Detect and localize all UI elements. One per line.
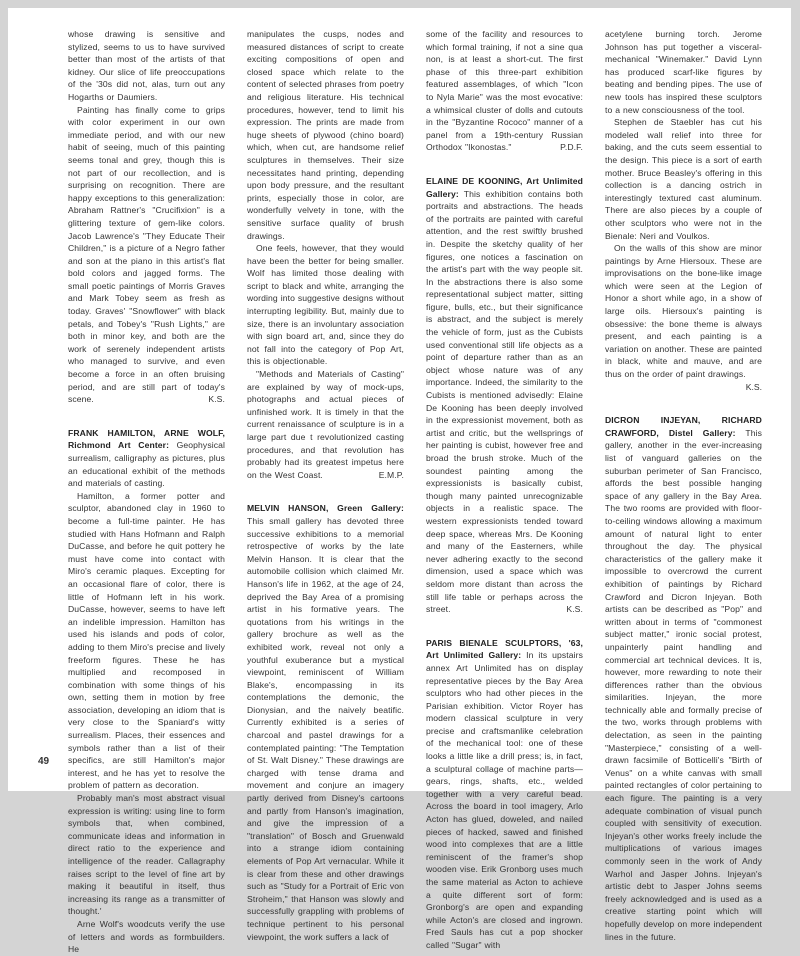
article-paragraph xyxy=(247,368,404,481)
article-paragraph xyxy=(426,175,583,616)
article-paragraph xyxy=(68,104,225,406)
paragraph-text: acetylene burning torch. Jerome Johnson has put together a visceral-mechanical "Winemaker." David Lynn has produced scarf-like figures by beating and bending pipes. The use of new tools has inspired these sculptors to a new consciousness of the tool. xyxy=(605,29,762,115)
gallery-review-heading: FRANK HAMILTON, ARNE WOLF, Richmond Art Center: xyxy=(68,427,225,451)
gallery-review-heading: PARIS BIENALE SCULPTORS, '63, Art Unlimited Gallery: xyxy=(426,637,583,661)
paragraph-text: This exhibition contains both portraits and abstractions. The heads of the portraits are painted with careful attention, and the rest swiftly brushed in. Despite the sketchy quality of her figures, one notices a fascination on the artist's part with the way people sit. In the abstractions there is also some representational subject matter, sitting figure, bulls, etc., but their significance is abstract, and the subject is merely the vehicle of form, just as the Cubists used conventional still life objects as a point of departure rather than as an object whose nature was of any importance. Indeed, the similarity to the Cubists is mentioned advisedly: Elaine De Kooning has been deeply involved in the expressionist movement, both as artist and critic, but the wellsprings of her painting is cubist, however free and broad the brush stroke. Much of the soundest painting among the expressionists is basically cubist, though many painted unrecognizable objects in a realistic space. The western expressionists tended toward deep space, whereas Mrs. De Kooning and many of the Easterners, while never adhering exactly to the second dimension, used a space which was seldom more distant than across the still life table or perhaps across the street. xyxy=(426,188,583,615)
article-paragraph xyxy=(426,28,583,154)
paragraph-text: On the walls of this show are minor paintings by Arne Hiersoux. These are improvisations on the bone-like image which were seen at the Legion of Honor a short while ago, in a show of large oils. Hiersoux's painting is obsessive: the bone theme is always present, and each painting is a variation on another. These are painted in black, white and mauve, and are thus on the order of paint drawings. xyxy=(605,243,762,380)
paragraph-text: One feels, however, that they would have been the better for being smaller. Wolf has limited those dealing with script to black and white, arranging the wording into suggestive designs without interrupting legibility. But, mainly due to size, there is an involuntary association with sign board art, and, since they do not fall into the category of Pop Art, this is objectionable. xyxy=(247,243,404,367)
text-column-4 xyxy=(605,28,762,956)
reviewer-initials: K.S. xyxy=(566,604,583,615)
gallery-review-heading: ELAINE DE KOONING, Art Unlimited Gallery: xyxy=(426,175,583,199)
reviewer-initials: K.S. xyxy=(208,394,225,405)
paragraph-text: some of the facility and resources to which formal training, if not a sine qua non, is at least a short-cut. The first phase of this three-part exhibition featured assemblages, of which "Icon to Nyla Marie" was the most evocative: a whimsical cluster of dolls and cutouts in the "Byzantine Rococo" manner of a panel from a 19th-century Russian Orthodox "Ikonostas." xyxy=(426,29,583,153)
reviewer-initials: K.S. xyxy=(745,381,762,392)
text-column-1 xyxy=(68,28,225,956)
gallery-review-heading: MELVIN HANSON, Green Gallery: xyxy=(247,503,404,514)
article-paragraph xyxy=(68,427,225,490)
article-paragraph xyxy=(605,28,762,116)
article-paragraph xyxy=(605,242,762,381)
article-paragraph xyxy=(247,28,404,242)
article-paragraph xyxy=(247,502,404,943)
paragraph-text: Painting has finally come to grips with color experiment in our own immediate period, and with our new habit of seeing, much of this painting seems tonal and grey, though this is not part of our recollection, and is surprising on recognition. There are happy exceptions to this generalization: Abraham Rattner's "Crucifixion" is a glittering texture of gem-like colors. Jacob Lawrence's "They Educate Their Children," is a picture of a Negro father and son at the piano in this artist's flat bold colors and jagged forms. The small poetic paintings of Morris Graves and Mark Tobey seem as fresh as today. Graves' "Snowflower" with black petals, and Tobey's "Rush Lights," are both in minor key, and both are the work of serenely independent artists who managed to survive, and even become a force in an often bruising period, and are still part of today's scene. xyxy=(68,104,225,405)
article-paragraph xyxy=(68,490,225,792)
paragraph-text: Hamilton, a former potter and sculptor, abandoned clay in 1960 to become a full-time painter. He has studied with Hans Hofmann and Ralph DuCasse, and before he quit pottery he must have come into contact with Miro's ceramic plaques. Excepting for an occasional flare of color, there is little of Hofmann left in his work. DuCasse, however, seems to have left an indelible impression. Hamilton has used his islands and pods of color, adding to them Miro's precise and lively freeform figures. These he has multiplied and recomposed in combination with some things of his own, setting them in motion by free association, developing an idiom that is very close to the Spaniard's witty surrealism. Places, their essences and symbols rather than a list of their specifics, are still Hamilton's major interest, and he has yet to resolve the problem of pattern as decoration. xyxy=(68,490,225,791)
gallery-review-heading: DICRON INJEYAN, RICHARD CRAWFORD, Distel Gallery: xyxy=(605,415,762,438)
paragraph-text: Stephen de Staebler has cut his modeled wall relief into three for baking, and the cuts seem essential to the design. This piece is a sort of earth mother. Bruce Beasley's offering in this collection is a dancing ostrich in interestingly textured cast aluminum. There are also pieces by a couple of other sculptors who were not in the Bienale: Neri and Voulkos. xyxy=(605,117,762,241)
paragraph-text: manipulates the cusps, nodes and measured distances of script to create exciting compositions of open and closed space which relate to the content of selected phrases from poetry and religious literature. His technical procedures, however, tend to limit his expression. The prints are made from huge sheets of plywood (chino board) which, when cut, are handsome relief sculptures in themselves. Their size necessitates hand printing, depending upon body pressure, and the resultant prints, especially those in color, are wonderfully velvety in tone, with the sensitive surface quality of brush drawings. xyxy=(247,29,404,241)
paragraph-text: This small gallery has devoted three successive exhibitions to a memorial retrospective of works by the late Melvin Hanson. It is clear that the automobile collision which claimed Mr. Hanson's life in 1962, at the age of 24, deprived the Bay Area of a promising artist in his formative years. The quotations from his writings in the gallery brochure as well as the exhibited work, reveal not only a youthful exuberance but a mystical viewpoint, reminiscent of William Blake's, encompassing in its contemplations the demonic, the Dionysian, and the naively beatific. Currently exhibited is a series of charcoal and pastel drawings for a contemplated painting: "The Temptation of St. Walt Disney." These drawings are charged with tense drama and movement and conjure an imagery partly derived from Disney's cartoons and partly from Hanson's imagination, and give the impression of a "translation" of Bosch and Gruenwald into a strange idiom containing elements of Pop Art vernacular. While it is clear from these and other drawings such as "Study for a Portrait of Eric von Stroheim," that Hanson was slowly and successfully grappling with problems of technique pertinent to his personal viewpoint, the work suffers a lack of xyxy=(247,515,404,942)
magazine-page xyxy=(8,8,791,955)
text-column-2 xyxy=(247,28,404,956)
article-paragraph xyxy=(68,792,225,918)
article-paragraph xyxy=(68,28,225,104)
reviewer-initials: E.M.P. xyxy=(378,469,404,480)
article-columns xyxy=(68,28,762,956)
article-paragraph xyxy=(426,637,583,952)
reviewer-initials: P.D.F. xyxy=(560,142,583,153)
page-number: 49 xyxy=(38,756,50,767)
paragraph-text: Geophysical surrealism, calligraphy as pictures, plus an educational exhibit of the methods and materials of casting. xyxy=(68,440,226,489)
paragraph-text: This gallery, another in the ever-increasing list of vanguard galleries on the suburban perimeter of San Francisco, affords the best possible hanging space of any gallery in the Bay Area. The two rooms are provided with floor-to-ceiling windows allowing a maximum amount of natural light to enter throughout the day. The physical characteristics of the gallery make it impossible to overcrowd the current exhibition of paintings by Richard Crawford and Dicron Injeyan. Both artists can be described as "Pop" and written about in terms of "commonest subject matter," ironic social protest, unpainterly paint handling and commercial art technical devices. It is, however, more rewarding to note their differences rather than the obvious similarities. Injeyan, the more technically able and formally precise of the two, works through problems with delectation, as seen in the painting "Masterpiece," consisting of a well-drawn facsimile of Botticelli's "Birth of Venus" on a white canvas with small painted rectangles of color pertaining to each figure. The painting is a very adequate combination of visual punch coupled with sensitivity of execution. Injeyan's other works freely include the multiplications of various images commonly seen in the work of Andy Warhol and Jasper Johns. Injeyan's artistic debt to Jasper Johns seems freely acknowledged and is used as a creative starting point which will hopefully develop on more independent lines in the future. xyxy=(605,427,762,942)
article-paragraph xyxy=(68,918,225,956)
text-column-3 xyxy=(426,28,583,956)
paragraph-text: "Methods and Materials of Casting" are explained by way of mock-ups, photographs and actual pieces of unfinished work. It is timely in that the current renaissance of sculpture is in a large part due t revolutionized casting procedures, and that revolution has probably had its greatest impetus here on the West Coast. xyxy=(247,369,404,480)
paragraph-text: In its upstairs annex Art Unlimited has on display representative pieces by the Bay Area sculptors who had other pieces in the Parisian exhibition. Victor Royer has modern classical sculpture in very precise and craftsmanlike celebration of the mechanical tool: one of these looks a little like a drill press; is, in fact, a sculptural collage of machine parts—gears, rings, shafts, etc., welded together with a very careful bead. Across the board in tool imagery, Arlo Acton has glued, doweled, and nailed pieces of hacked, sawed and finished wood into complexes that are a little reminiscent of the framer's shop wooden vise. Erik Gronborg uses much the same material as Acton to achieve a quite different sort of form: Gronborg's are open and expanding while Acton's are closed and ingrown. Fred Sauls has cut a pop shocker called "Sugar" with xyxy=(426,650,583,950)
article-paragraph xyxy=(605,116,762,242)
article-paragraph xyxy=(247,242,404,368)
paragraph-text: whose drawing is sensitive and stylized, seems to us to have survived better than most of the artists of that kidney. Our slice of life preoccupations of the '30s did not, alas, turn out any Hogarths or Daumiers. xyxy=(68,29,225,102)
paragraph-text: Arne Wolf's woodcuts verify the use of letters and words as formbuilders. He xyxy=(68,918,225,955)
article-paragraph xyxy=(605,414,762,943)
paragraph-text: Probably man's most abstract visual expression is writing: using line to form symbols that, when combined, communicate ideas and information in direct ratio to the experience and intelligence of the reader. Callagraphy raises script to the level of fine art by making it beautiful in itself, thus increasing its range as a transmitter of thought.' xyxy=(68,793,225,917)
